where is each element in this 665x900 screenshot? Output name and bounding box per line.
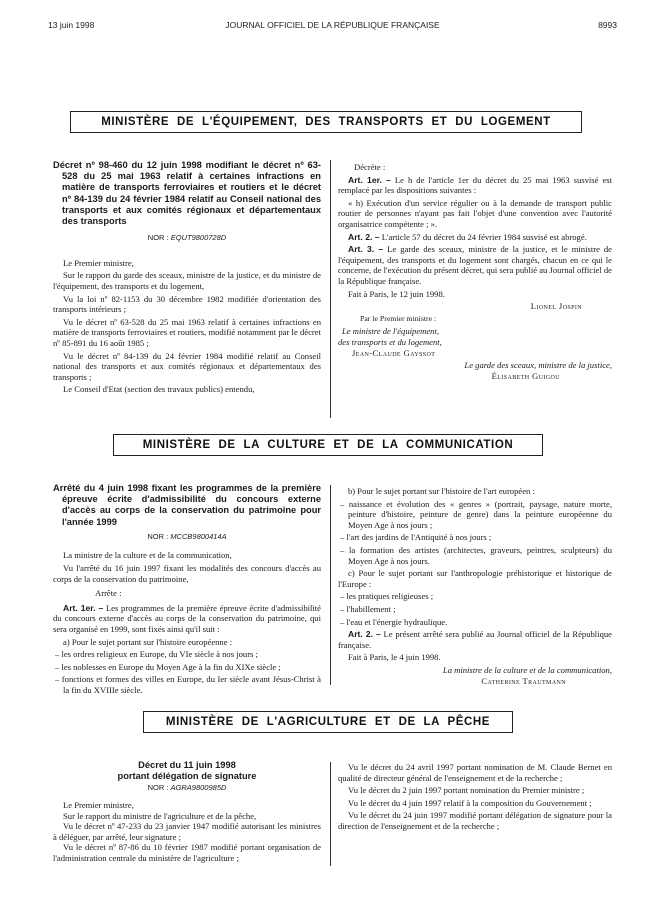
decree-title: portant délégation de signature — [117, 771, 257, 782]
issue-date: 13 juin 1998 — [48, 20, 95, 30]
arrete-title: Arrêté du 4 juin 1998 fixant les programmes de la première épreuve écrite d'admissibilité du concours externe d'accès au corps de la conservation du patrimoine pour l'année 1999 — [53, 483, 321, 527]
program-heading-c: c) Pour le sujet portant sur l'anthropologie préhistorique et historique de l'Europe : — [338, 568, 612, 589]
ministry-heading-culture: MINISTÈRE DE LA CULTURE ET DE LA COMMUNICATION — [113, 434, 543, 456]
nor-code: MCCB9800414A — [170, 531, 227, 541]
ministry-heading-agriculture: MINISTÈRE DE L'AGRICULTURE ET DE LA PÊCHE — [143, 711, 513, 733]
article-text: Le h de l'article 1er du décret du 25 mai 1963 susvisé est remplacé par les dispositions suivantes : — [338, 174, 613, 196]
done-at: Fait à Paris, le 12 juin 1998. — [348, 288, 445, 299]
paragraph: Le Conseil d'Etat (section des travaux publics) entendu, — [63, 384, 255, 395]
minister-title: La ministre de la culture et de la communication, — [442, 664, 612, 675]
decrete-heading: Décrète : — [354, 162, 386, 172]
list-item: – les pratiques religieuses ; — [340, 591, 434, 602]
article-label: Art. 2. – — [348, 231, 380, 242]
nor-label: NOR : — [147, 233, 169, 243]
program-heading-a: a) Pour le sujet portant sur l'histoire européenne : — [63, 636, 233, 647]
paragraph: Le Premier ministre, — [63, 257, 134, 268]
paragraph: Le Premier ministre, — [63, 800, 134, 810]
page-number: 8993 — [598, 20, 617, 30]
done-at: Fait à Paris, le 4 juin 1998. — [348, 652, 441, 663]
paragraph: Vu l'arrêté du 16 juin 1997 fixant les modalités des concours d'accès au corps de la conservation du patrimoine, — [53, 563, 321, 584]
paragraph: Vu le décret du 24 avril 1997 portant nomination de M. Claude Bernet en qualité de directeur général de l'enseignement et de la recherche ; — [338, 762, 612, 783]
paragraph: Vu le décret du 4 juin 1997 relatif à la composition du Gouvernement ; — [348, 797, 592, 808]
article-text: Le présent arrêté sera publié au Journal officiel de la République française. — [338, 629, 612, 650]
article-1 — [53, 603, 321, 635]
minister-title: Le ministre de l'équipement, — [342, 326, 439, 337]
article-2 — [338, 232, 612, 243]
decree-title: Décret nº 98-460 du 12 juin 1998 modifiant le décret nº 63-528 du 25 mai 1963 relatif à certaines infractions en matière de transports ferroviaires et routiers et le décret nº 84-139 du 24 février 1984 relatif au Conseil national des transports et aux comités régionaux et départementaux des transports — [53, 160, 321, 227]
ministry-heading-equipement: MINISTÈRE DE L'ÉQUIPEMENT, DES TRANSPORTS ET DU LOGEMENT — [70, 111, 582, 133]
section-equipement-right-column — [338, 162, 612, 383]
minister-name: Catherine Trautmann — [481, 675, 566, 686]
nor-code: AGRA9800985D — [170, 783, 227, 793]
paragraph: Vu le décret du 2 juin 1997 portant nomination du Premier ministre ; — [348, 785, 585, 796]
list-item: – l'habillement ; — [340, 603, 396, 614]
article-2 — [338, 629, 612, 650]
nor-reference — [53, 233, 321, 244]
list-item: – naissance et évolution des « genres » (portrait, paysage, nature morte, peinture d'histoire, peinture de genre) dans la peinture européenne du Moyen Age à nos jours ; — [340, 498, 612, 530]
column-divider — [330, 160, 331, 418]
minister-title: Le garde des sceaux, ministre de la justice, — [464, 360, 612, 371]
article-label: Art. 1er. – — [348, 174, 391, 185]
article-label: Art. 1er. – — [63, 602, 104, 613]
list-item: – la formation des artistes (architectes, graveurs, peintres, sculpteurs) du Moyen Age à nos jours. — [340, 544, 612, 566]
paragraph: Vu le décret nº 87-86 du 10 février 1987 modifié portant organisation de l'administration centrale du ministère de l'agriculture ; — [53, 842, 321, 863]
paragraph: Sur le rapport du garde des sceaux, ministre de la justice, et du ministre de l'équipement, des transports et du logement, — [53, 270, 321, 291]
decree-title: Décret du 11 juin 1998 — [138, 760, 236, 770]
minister-name: Jean-Claude Gayssot — [352, 347, 436, 358]
journal-title: JOURNAL OFFICIEL DE LA RÉPUBLIQUE FRANÇAISE — [225, 20, 440, 30]
paragraph: La ministre de la culture et de la communication, — [63, 550, 232, 561]
list-item: – l'art des jardins de l'Antiquité à nos jours ; — [340, 532, 492, 543]
column-divider — [330, 485, 331, 685]
nor-reference — [53, 783, 321, 794]
minister-name: Élisabeth Guigou — [491, 370, 560, 381]
section-culture-right-column — [338, 486, 612, 688]
section-agriculture-right-column — [338, 762, 612, 834]
minister-title: des transports et du logement, — [338, 336, 442, 347]
article-text: Les programmes de la première épreuve écrite d'admissibilité du concours externe d'accès au corps de la conservation du patrimoine, qui sera organisé en 1999, sont fixés ainsi qu'il suit : — [53, 602, 321, 634]
paragraph: Sur le rapport du ministre de l'agriculture et de la pêche, — [63, 810, 257, 821]
paragraph: Vu le décret nº 47-233 du 23 janvier 1947 modifié autorisant les ministres à déléguer, par arrêté, leur signature ; — [53, 821, 321, 842]
article-3 — [338, 244, 612, 286]
article-text: Le garde des sceaux, ministre de la justice, et le ministre de l'équipement, des transports et du logement sont chargés, chacun en ce qui le concerne, de l'exécution du présent décret, qui sera publié au Journal officiel de la République française. — [338, 244, 612, 286]
paragraph: Vu le décret nº 84-139 du 24 février 1984 modifié relatif au Conseil national des transports et aux comités régionaux et départementaux des transports ; — [53, 350, 321, 382]
list-item: – les ordres religieux en Europe, du VIe siècle à nos jours ; — [55, 649, 258, 660]
article-label: Art. 2. – — [348, 629, 381, 640]
list-item: – fonctions et formes des villes en Europe, du Ier siècle avant Jésus-Christ à la fin du XVIIIe siècle. — [55, 674, 321, 695]
program-heading-b: b) Pour le sujet portant sur l'histoire de l'art européen : — [348, 486, 535, 496]
nor-label: NOR : — [147, 783, 169, 793]
nor-reference — [53, 532, 321, 543]
paragraph: Vu le décret du 24 juin 1997 modifié portant délégation de signature pour la direction de l'enseignement et de la recherche ; — [338, 810, 612, 831]
paragraph: Vu la loi nº 82-1153 du 30 décembre 1982 modifiée d'orientation des transports intérieurs ; — [53, 293, 321, 315]
list-item: – les noblesses en Europe du Moyen Age à la fin du XIXe siècle ; — [55, 661, 281, 672]
list-item: – l'eau et l'énergie hydraulique. — [340, 616, 448, 627]
nor-code: EQUT9800728D — [170, 233, 227, 243]
article-text: L'article 57 du décret du 24 février 1984 susvisé est abrogé. — [381, 231, 587, 242]
signatory-prime-minister: Lionel Jospin — [530, 301, 582, 312]
article-1 — [338, 175, 612, 196]
section-agriculture-left-column — [53, 760, 321, 864]
paragraph: Vu le décret nº 63-528 du 25 mai 1963 relatif à certaines infractions en matière de transports ferroviaires et routiers, modifié notamment par le décret nº 85-891 du 16 août 1985 ; — [53, 316, 321, 348]
running-head — [48, 20, 617, 34]
by-prime-minister: Par le Premier ministre : — [360, 313, 437, 323]
article-1-quote: « h) Exécution d'un service régulier ou à la demande de transport public routier de personnes n'ayant pas fait l'objet d'une convention avec l'autorité organisatrice compétente ; ». — [338, 197, 612, 229]
article-label: Art. 3. – — [348, 244, 384, 255]
arrete-heading: Arrête : — [95, 588, 122, 599]
column-divider — [330, 762, 331, 866]
section-culture-left-column — [53, 483, 321, 698]
section-equipement-left-column — [53, 160, 321, 397]
nor-label: NOR : — [147, 531, 169, 541]
